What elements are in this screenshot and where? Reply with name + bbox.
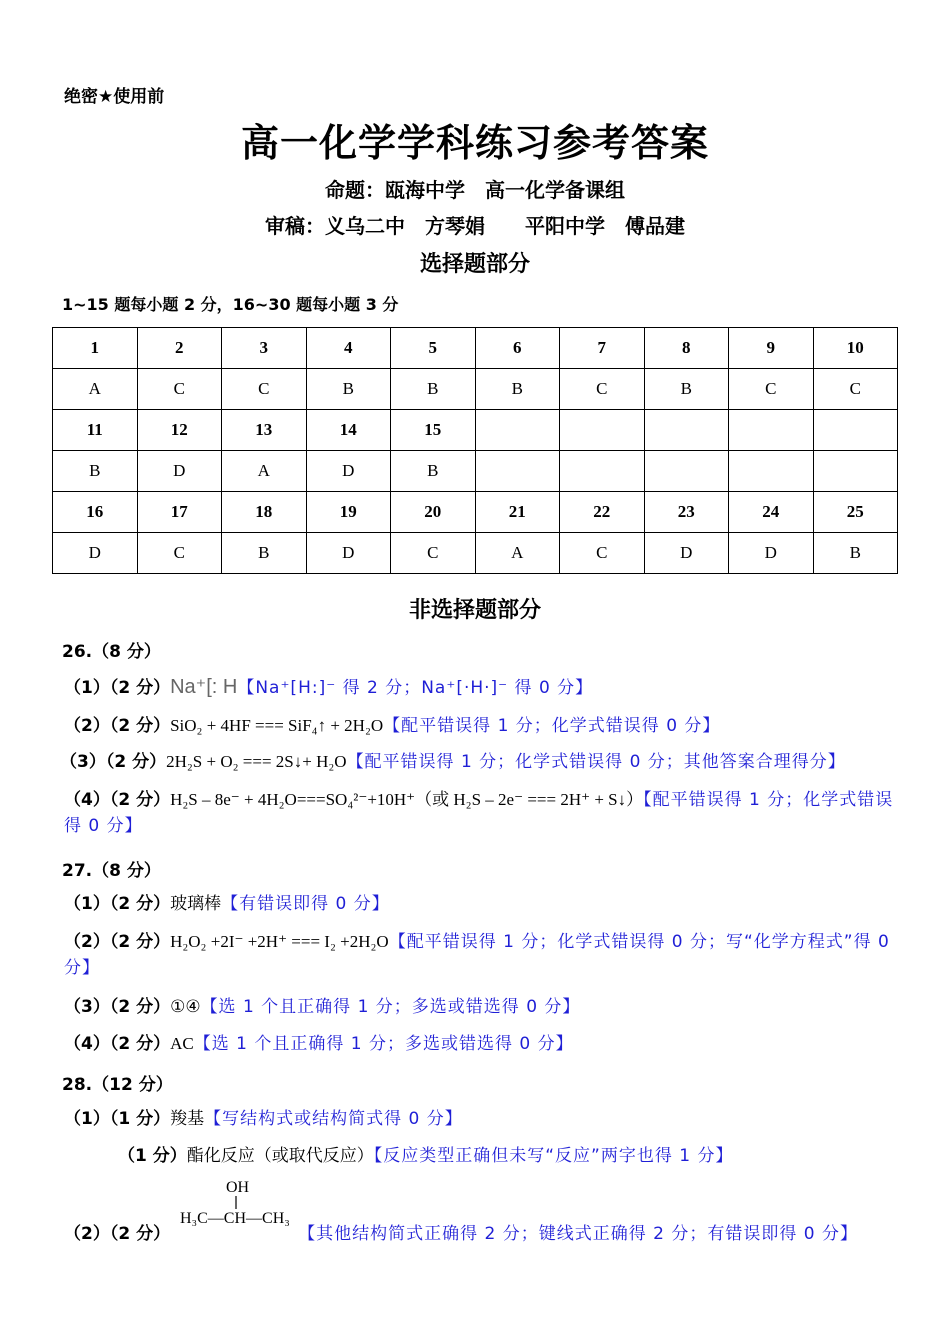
q26-part2 <box>64 713 894 739</box>
question-number-cell: 20 <box>391 492 476 533</box>
q28-part2 <box>64 1221 894 1247</box>
answer-cell: A <box>222 451 307 492</box>
question-number-cell: 2 <box>137 328 222 369</box>
answer-cell <box>729 451 814 492</box>
grading-comment: 【有错误即得 0 分】 <box>221 894 390 914</box>
grading-comment: 【Na⁺[H:]⁻ 得 2 分；Na⁺[·H·]⁻ 得 0 分】 <box>237 678 594 698</box>
q27-part2 <box>64 929 894 981</box>
question-28-heading: 28.（12 分） <box>62 1075 173 1095</box>
answer-cell <box>813 451 898 492</box>
question-number-cell: 15 <box>391 410 476 451</box>
answer-cell: C <box>137 369 222 410</box>
page-title: 高一化学学科练习参考答案 <box>240 121 709 165</box>
answer-cell: D <box>306 451 391 492</box>
grading-comment: 【配平错误得 1 分；化学式错误得 0 分；其他答案合理得分】 <box>346 752 846 772</box>
answer-cell: C <box>560 369 645 410</box>
part-label: （2）（2 分） <box>64 1224 171 1244</box>
answer-cell: B <box>644 369 729 410</box>
q28-part1b <box>118 1143 898 1169</box>
grading-comment: 【配平错误得 1 分；化学式错误得 0 分；写“化学方程式”得 0 分】 <box>64 932 890 978</box>
answer-text: AC <box>170 1034 194 1053</box>
answer-text: 2H₂S + O₂ === 2S↓+ H₂O <box>166 752 347 771</box>
part-label: （2）（2 分） <box>64 932 171 952</box>
part-label: （2）（2 分） <box>64 716 171 736</box>
question-number-cell: 1 <box>53 328 138 369</box>
answer-cell: D <box>53 533 138 574</box>
question-number-cell: 3 <box>222 328 307 369</box>
question-number-cell: 17 <box>137 492 222 533</box>
part-label: （1）（2 分） <box>64 894 171 914</box>
question-number-cell: 7 <box>560 328 645 369</box>
grading-comment: 【配平错误得 1 分；化学式错误得 0 分】 <box>64 790 894 836</box>
nonchoice-section-title: 非选择题部分 <box>408 598 541 623</box>
question-number-cell: 21 <box>475 492 560 533</box>
answer-cell: B <box>306 369 391 410</box>
grading-comment: 【反应类型正确但未写“反应”两字也得 1 分】 <box>373 1146 734 1166</box>
q26-part1 <box>64 674 894 701</box>
answer-cell: C <box>813 369 898 410</box>
question-number-cell <box>560 410 645 451</box>
answer-cell <box>644 451 729 492</box>
answer-text: H₂O₂ +2I⁻ +2H⁺ === I₂ +2H₂O <box>170 932 389 951</box>
question-number-cell: 5 <box>391 328 476 369</box>
answer-text: 酯化反应（或取代反应） <box>186 1146 374 1165</box>
question-number-cell: 25 <box>813 492 898 533</box>
question-number-cell: 8 <box>644 328 729 369</box>
answer-cell <box>560 451 645 492</box>
q26-part4 <box>64 787 894 839</box>
carbon-chain-label: H₃C—CH—CH₃ <box>180 1210 290 1227</box>
answer-cell: B <box>813 533 898 574</box>
answer-cell: B <box>391 451 476 492</box>
reviewer-line: 审稿：义乌二中 方琴娟 平阳中学 傅品建 <box>265 214 685 238</box>
q28-part1 <box>64 1106 894 1132</box>
electron-formula-image: Na⁺[: H <box>170 676 238 698</box>
question-number-cell: 4 <box>306 328 391 369</box>
question-number-cell: 19 <box>306 492 391 533</box>
part-label: （4）（2 分） <box>64 790 171 810</box>
q27-part3 <box>64 994 894 1020</box>
grading-comment: 【其他结构简式正确得 2 分；键线式正确得 2 分；有错误即得 0 分】 <box>298 1224 858 1244</box>
part-label: （1 分） <box>118 1146 187 1166</box>
question-number-cell: 10 <box>813 328 898 369</box>
answer-cell: D <box>644 533 729 574</box>
confidential-mark: 绝密★使用前 <box>64 87 165 107</box>
answer-cell: A <box>475 533 560 574</box>
q27-part1 <box>64 891 894 917</box>
grading-comment: 【选 1 个且正确得 1 分；多选或错选得 0 分】 <box>193 1034 574 1054</box>
grading-comment: 【配平错误得 1 分；化学式错误得 0 分】 <box>383 716 721 736</box>
question-number-cell: 18 <box>222 492 307 533</box>
answer-text: H₂S – 8e⁻ + 4H₂O===SO₄²⁻+10H⁺（或 H₂S – 2e⁻ === 2H⁺ + S↓） <box>170 790 644 809</box>
question-number-cell: 11 <box>53 410 138 451</box>
answer-row <box>53 533 898 574</box>
answer-cell: B <box>53 451 138 492</box>
question-number-cell <box>729 410 814 451</box>
answer-cell: C <box>391 533 476 574</box>
answer-cell: D <box>729 533 814 574</box>
part-label: （1）（1 分） <box>64 1109 171 1129</box>
answer-text: 羧基 <box>170 1109 205 1128</box>
answer-cell: D <box>137 451 222 492</box>
part-label: （1）（2 分） <box>64 678 171 698</box>
question-number-cell: 22 <box>560 492 645 533</box>
answer-row <box>53 451 898 492</box>
answer-cell: C <box>222 369 307 410</box>
author-line: 命题：瓯海中学 高一化学备课组 <box>325 178 625 202</box>
grading-comment: 【写结构式或结构简式得 0 分】 <box>204 1109 463 1129</box>
question-27-heading: 27.（8 分） <box>62 861 161 881</box>
question-number-cell: 23 <box>644 492 729 533</box>
answer-cell: B <box>391 369 476 410</box>
answer-cell: C <box>137 533 222 574</box>
answer-text: 玻璃棒 <box>170 894 222 913</box>
question-number-cell: 14 <box>306 410 391 451</box>
question-number-row <box>53 492 898 533</box>
answer-cell: C <box>729 369 814 410</box>
answer-cell: B <box>222 533 307 574</box>
q27-part4 <box>64 1031 894 1057</box>
answer-cell: D <box>306 533 391 574</box>
answer-row <box>53 369 898 410</box>
question-number-cell: 9 <box>729 328 814 369</box>
question-number-cell: 16 <box>53 492 138 533</box>
question-26-heading: 26.（8 分） <box>62 642 161 662</box>
grading-comment: 【选 1 个且正确得 1 分；多选或错选得 0 分】 <box>200 997 581 1017</box>
answer-table <box>52 327 898 574</box>
question-number-cell: 13 <box>222 410 307 451</box>
question-number-cell <box>475 410 560 451</box>
question-number-cell <box>813 410 898 451</box>
answer-cell <box>475 451 560 492</box>
question-number-cell: 6 <box>475 328 560 369</box>
answer-text: ①④ <box>170 997 201 1016</box>
answer-cell: B <box>475 369 560 410</box>
answer-cell: C <box>560 533 645 574</box>
scoring-note: 1~15 题每小题 2 分，16~30 题每小题 3 分 <box>62 295 399 314</box>
answer-cell: A <box>53 369 138 410</box>
part-label: （3）（2 分） <box>60 752 167 772</box>
question-number-cell: 12 <box>137 410 222 451</box>
choice-section-title: 选择题部分 <box>419 252 530 277</box>
part-label: （3）（2 分） <box>64 997 171 1017</box>
q26-part3 <box>60 749 890 775</box>
question-number-row <box>53 328 898 369</box>
question-number-cell: 24 <box>729 492 814 533</box>
question-number-cell <box>644 410 729 451</box>
hydroxyl-label: OH <box>226 1179 250 1196</box>
question-number-row <box>53 410 898 451</box>
answer-text: SiO₂ + 4HF === SiF₄↑ + 2H₂O <box>170 716 384 735</box>
part-label: （4）（2 分） <box>64 1034 171 1054</box>
